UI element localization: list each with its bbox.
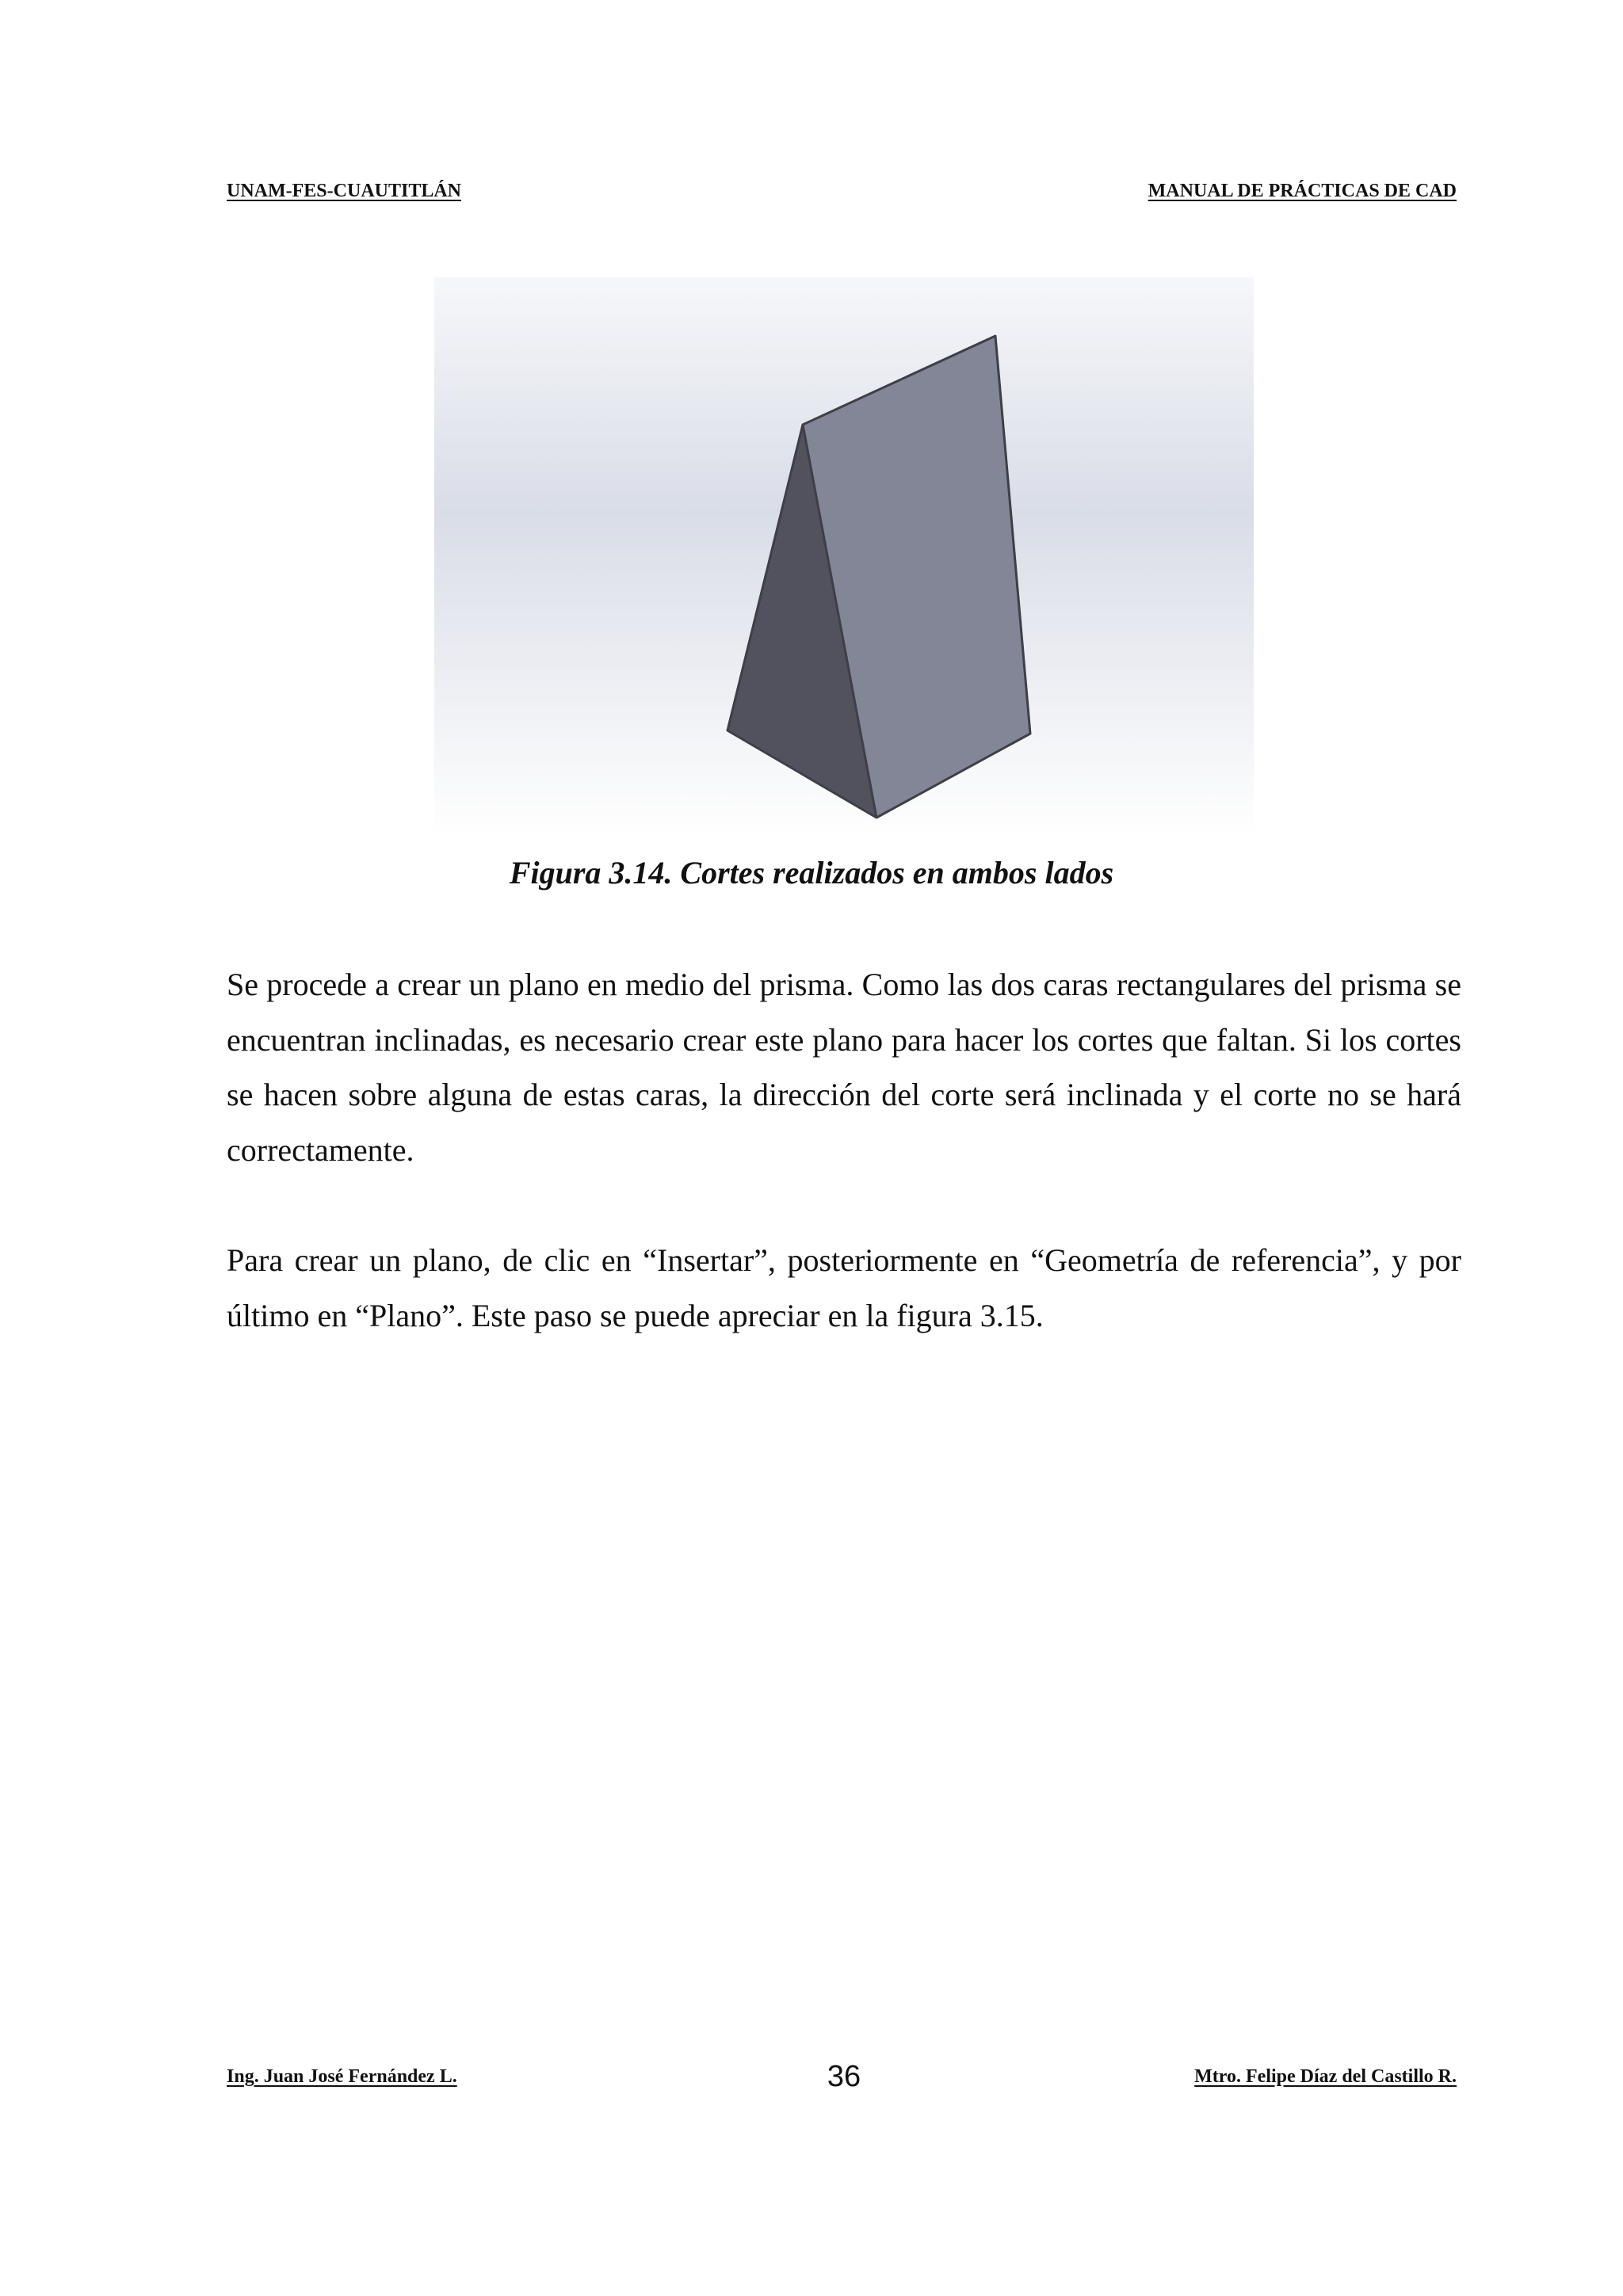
prism-illustration: [434, 277, 1254, 838]
body-paragraph: Para crear un plano, de clic en “Insertar”, posteriormente en “Geometría de referencia”, y por último en “Plano”. Este paso se puede apreciar en la figura 3.15.: [227, 1242, 1461, 1333]
header-manual-title: MANUAL DE PRÁCTICAS DE CAD: [1148, 181, 1457, 201]
footer-author-right: Mtro. Felipe Díaz del Castillo R.: [1194, 2066, 1457, 2087]
page-number: 36: [827, 2060, 861, 2093]
figure-caption: Figura 3.14. Cortes realizados en ambos lados: [509, 855, 1114, 891]
figure-prism-render: [434, 277, 1254, 838]
header-institution: UNAM-FES-CUAUTITLÁN: [227, 181, 462, 201]
footer-author-left: Ing. Juan José Fernández L.: [227, 2066, 457, 2087]
body-paragraph: Se procede a crear un plano en medio del prisma. Como las dos caras rectangulares del prisma se encuentran inclinadas, es necesario crear este plano para hacer los cortes que faltan. Si los cortes se hacen sobre alguna de estas caras, la dirección del corte será inclinada y el corte no se hará correctamente.: [227, 967, 1461, 1168]
